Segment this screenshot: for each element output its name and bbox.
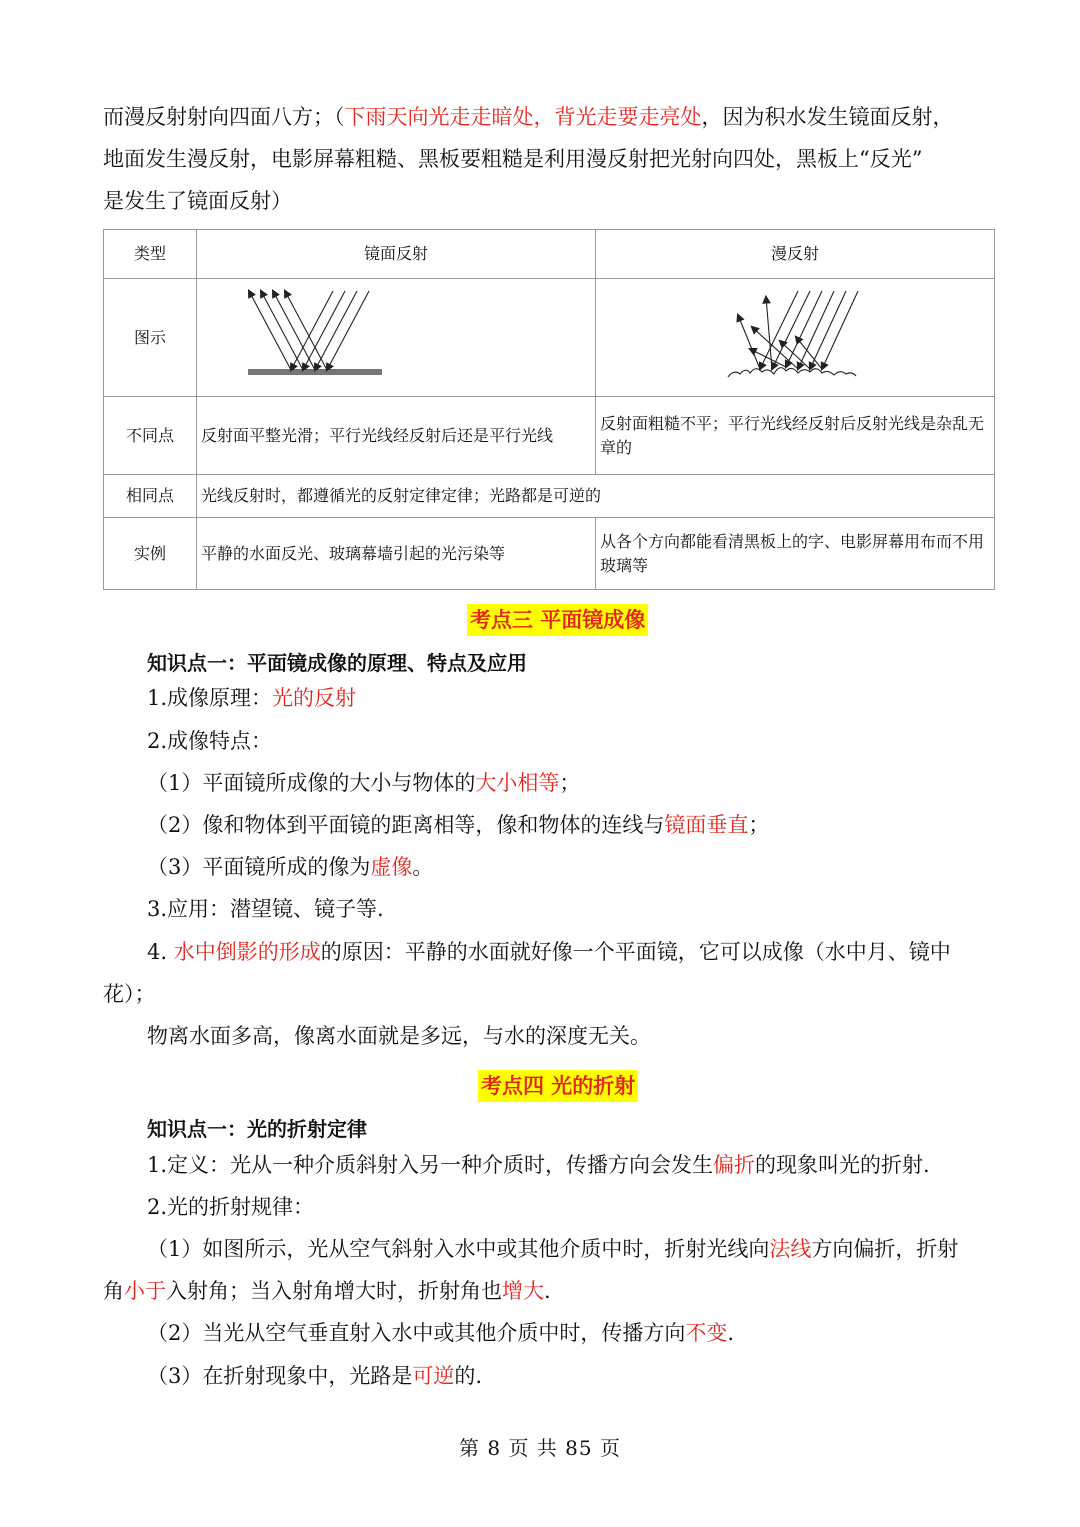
table-row-similarities: [104, 475, 995, 518]
section-3-point-1: [147, 683, 356, 713]
header-type: 类型: [104, 230, 197, 279]
section-3-point-2: 2.成像特点：: [147, 729, 273, 753]
header-diffuse: 漫反射: [596, 230, 995, 279]
diffuse-diagram-cell: [596, 279, 995, 397]
highlight: 小于: [124, 1279, 166, 1303]
highlight: 大小相等: [475, 771, 560, 795]
text: 的现象叫光的折射.: [755, 1153, 930, 1177]
header-specular: 镜面反射: [197, 230, 596, 279]
text: 入射角；当入射角增大时，折射角也: [166, 1279, 502, 1303]
similarity-text: 光线反射时，都遵循光的反射定律定律；光路都是可逆的: [197, 475, 995, 518]
highlight: 偏折: [713, 1153, 756, 1177]
text: 4.: [147, 940, 174, 964]
intro-line-1: [103, 102, 954, 132]
highlight: 法线: [769, 1237, 812, 1261]
text: .: [727, 1321, 735, 1345]
text: 方向偏折，折射: [811, 1237, 959, 1261]
section-4-point-1: [147, 1150, 930, 1180]
text: .: [544, 1279, 551, 1303]
table-row-examples: [104, 518, 995, 590]
specular-reflection-diagram: [201, 279, 591, 389]
section-4-point-2-1-cont: [103, 1276, 551, 1306]
section-4-point-2-3: [147, 1361, 482, 1391]
row-label: 实例: [104, 518, 197, 590]
text: （3）在折射现象中，光路是: [147, 1364, 413, 1388]
intro-line-2: 地面发生漫反射，电影屏幕粗糙、黑板要粗糙是利用漫反射把光射向四处，黑板上“反光”: [103, 147, 923, 171]
row-label: 图示: [104, 279, 197, 397]
text: （1）如图所示，光从空气斜射入水中或其他介质中时，折射光线向: [147, 1237, 770, 1261]
intro-text: ，因为积水发生镜面反射，: [701, 105, 954, 129]
section-3-point-4-cont: 花）；: [103, 982, 156, 1006]
section-3-point-2-1: [147, 768, 580, 798]
text: ；: [748, 813, 770, 837]
text: 。: [412, 855, 434, 879]
text: 1.成像原理：: [147, 686, 273, 710]
row-label: 相同点: [104, 475, 197, 518]
row-label: 不同点: [104, 397, 197, 475]
section-3-point-2-2: [147, 810, 769, 840]
text: 的.: [454, 1364, 483, 1388]
section-3-title: 考点三 平面镜成像: [467, 604, 648, 636]
table-row-differences: [104, 397, 995, 475]
section-3-knowledge-title: 知识点一：平面镜成像的原理、特点及应用: [147, 651, 527, 675]
page-footer: 第 8 页 共 85 页: [459, 1436, 621, 1460]
text: （2）当光从空气垂直射入水中或其他介质中时，传播方向: [147, 1321, 686, 1345]
section-3-point-5: 物离水面多高，像离水面就是多远，与水的深度无关。: [147, 1024, 651, 1048]
section-4-title: 考点四 光的折射: [478, 1070, 638, 1102]
text: 角: [103, 1279, 124, 1303]
section-4-point-2: 2.光的折射规律：: [147, 1195, 315, 1219]
highlight: 镜面垂直: [664, 813, 749, 837]
section-4-point-2-1: [147, 1234, 958, 1264]
highlight: 水中倒影的形成: [173, 940, 321, 964]
highlight: 可逆: [412, 1364, 455, 1388]
text: ；: [559, 771, 581, 795]
diffuse-example: 从各个方向都能看清黑板上的字、电影屏幕用布而不用玻璃等: [596, 518, 995, 590]
text: 的原因：平静的水面就好像一个平面镜，它可以成像（水中月、镜中: [320, 940, 951, 964]
highlight: 光的反射: [272, 686, 357, 710]
section-4-knowledge-title: 知识点一：光的折射定律: [147, 1117, 367, 1141]
diffuse-difference: 反射面粗糙不平；平行光线经反射后反射光线是杂乱无章的: [596, 397, 995, 475]
highlight: 增大: [502, 1279, 544, 1303]
reflection-comparison-table: [103, 229, 995, 590]
text: （1）平面镜所成像的大小与物体的: [147, 771, 476, 795]
specular-diagram-cell: [197, 279, 596, 397]
specular-difference: 反射面平整光滑；平行光线经反射后还是平行光线: [197, 397, 596, 475]
text: （2）像和物体到平面镜的距离相等，像和物体的连线与: [147, 813, 665, 837]
table-row-diagram: [104, 279, 995, 397]
section-3-point-2-3: [147, 852, 433, 882]
intro-line-3: 是发生了镜面反射）: [103, 189, 292, 213]
text: （3）平面镜所成的像为: [147, 855, 371, 879]
highlight: 虚像: [370, 855, 413, 879]
section-4-point-2-2: [147, 1318, 734, 1348]
intro-highlight: 下雨天向光走走暗处，背光走要走亮处: [344, 105, 702, 129]
diffuse-reflection-diagram: [600, 279, 990, 389]
table-header-row: [104, 230, 995, 279]
specular-example: 平静的水面反光、玻璃幕墙引起的光污染等: [197, 518, 596, 590]
section-3-point-4: [147, 937, 951, 967]
highlight: 不变: [685, 1321, 728, 1345]
text: 1.定义：光从一种介质斜射入另一种介质时，传播方向会发生: [147, 1153, 714, 1177]
intro-text: 而漫反射射向四面八方；（: [103, 105, 345, 129]
section-3-point-3: 3.应用：潜望镜、镜子等.: [147, 897, 384, 921]
